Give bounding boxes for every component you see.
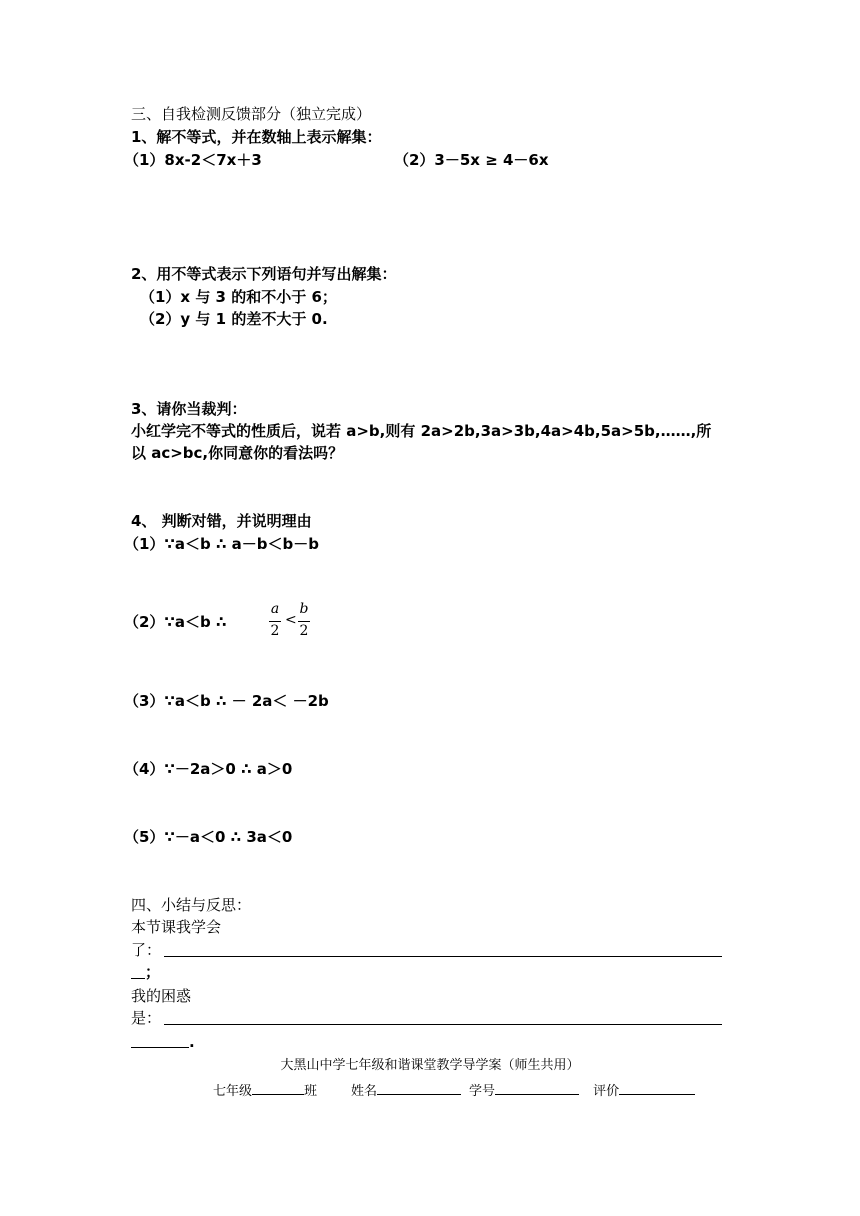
number-label: 学号 [469, 1084, 496, 1099]
question-2b: （2）y 与 1 的差不大于 0. [140, 310, 328, 328]
learned-label-line-2: 了： [131, 941, 162, 959]
name-blank[interactable] [377, 1080, 461, 1095]
question-2a: （1）x 与 3 的和不小于 6； [140, 288, 337, 306]
question-3-line-2: 以 ac>bc,你同意你的看法吗？ [131, 444, 344, 462]
learned-answer-line-cont [131, 978, 145, 979]
confusion-answer-line-cont [131, 1047, 189, 1048]
question-4-item-3: （3）∵a＜b ∴ － 2a＜ －2b [124, 692, 329, 710]
learned-answer-line [164, 956, 722, 957]
question-1b: （2）3－5x ≥ 4－6x [394, 151, 549, 169]
confusion-end-mark: . [189, 1033, 195, 1051]
less-than-sign: < [285, 612, 297, 628]
question-3-line-1: 小红学完不等式的性质后，说若 a>b,则有 2a>2b,3a>3b,4a>4b,5a>5b,……,所 [131, 422, 712, 440]
fraction-a-denominator: 2 [270, 623, 280, 639]
class-blank[interactable] [252, 1080, 304, 1095]
learned-end-mark: ； [145, 963, 161, 981]
fraction-b-bar [298, 621, 310, 622]
eval-blank[interactable] [619, 1080, 695, 1095]
question-3-title: 3、请你当裁判： [131, 400, 247, 418]
confusion-label-line-1: 我的困惑 [131, 987, 192, 1005]
question-4-item-2: （2）∵a＜b ∴ [124, 613, 227, 631]
fraction-b-denominator: 2 [299, 623, 309, 639]
question-4-title: 4、 判断对错，并说明理由 [131, 512, 312, 530]
footer-info [213, 1080, 695, 1102]
section-4-title: 四、小结与反思： [131, 896, 252, 914]
question-1a: （1）8x-2＜7x＋3 [124, 151, 262, 169]
number-blank[interactable] [495, 1080, 579, 1095]
fraction-a-bar [269, 621, 281, 622]
question-4-item-1: （1）∵a＜b ∴ a－b＜b－b [124, 535, 319, 553]
confusion-answer-line [164, 1024, 722, 1025]
footer-title: 大黑山中学七年级和谐课堂教学导学案（师生共用） [280, 1058, 580, 1073]
question-2-title: 2、用不等式表示下列语句并写出解集： [131, 265, 397, 283]
fraction-a-numerator: a [270, 601, 280, 617]
fraction-b-numerator: b [299, 601, 309, 617]
question-4-item-4: （4）∵－2a＞0 ∴ a＞0 [124, 760, 293, 778]
question-4-item-5: （5）∵－a＜0 ∴ 3a＜0 [124, 828, 293, 846]
section-3-title: 三、自我检测反馈部分（独立完成） [131, 105, 372, 123]
class-label: 班 [304, 1084, 318, 1099]
eval-label: 评价 [593, 1084, 620, 1099]
name-label: 姓名 [351, 1084, 378, 1099]
confusion-label-line-2: 是： [131, 1009, 162, 1027]
question-1-title: 1、解不等式，并在数轴上表示解集： [131, 128, 382, 146]
learned-label-line-1: 本节课我学会 [131, 918, 222, 936]
grade-label: 七年级 [213, 1084, 253, 1099]
